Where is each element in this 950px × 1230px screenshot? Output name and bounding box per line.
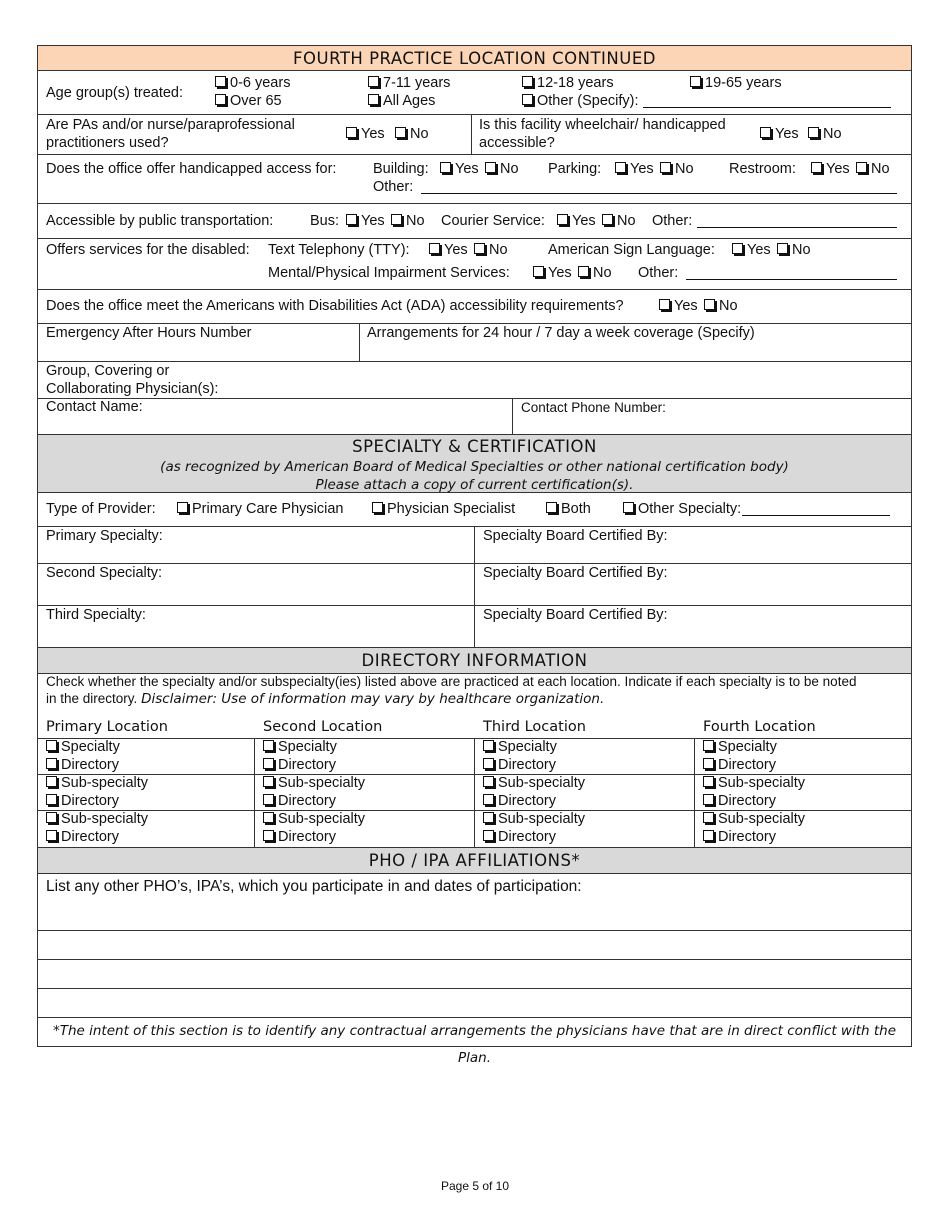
courier-label: Courier Service:: [441, 213, 545, 229]
application-form: [37, 45, 912, 1066]
age-0-6-checkbox[interactable]: 0-6 years: [215, 75, 290, 91]
section-header-directory: [37, 648, 912, 674]
primary-specialty-row: [37, 527, 912, 564]
public-transport-row: [37, 204, 912, 239]
specialty-attach-note: Please attach a copy of current certification(s).: [315, 477, 634, 493]
fourth-subspecialty-checkbox[interactable]: Sub-specialty: [703, 775, 805, 791]
pho-entry-line[interactable]: [37, 960, 912, 989]
third-sub-directory-checkbox[interactable]: Directory: [483, 793, 556, 809]
wheelchair-no-checkbox[interactable]: No: [808, 126, 842, 142]
section-title: FOURTH PRACTICE LOCATION CONTINUED: [293, 49, 656, 68]
building-yes-checkbox[interactable]: Yes: [440, 161, 479, 177]
primary-specialty-checkbox[interactable]: Specialty: [46, 739, 120, 755]
section-title: DIRECTORY INFORMATION: [361, 651, 588, 670]
second-specialty-label[interactable]: Second Specialty:: [46, 565, 163, 581]
courier-yes-checkbox[interactable]: Yes: [557, 213, 596, 229]
disabled-other-label: Other:: [638, 265, 679, 281]
bus-label: Bus:: [310, 213, 340, 229]
third-board-label[interactable]: Specialty Board Certified By:: [483, 607, 668, 623]
age-other-field[interactable]: [643, 93, 891, 108]
second-sub2-directory-checkbox[interactable]: Directory: [263, 829, 336, 845]
primary-subspecialty-checkbox[interactable]: Sub-specialty: [46, 775, 148, 791]
primary-sub2-directory-checkbox[interactable]: Directory: [46, 829, 119, 845]
pa-no-checkbox[interactable]: No: [395, 126, 429, 142]
third-subspecialty-checkbox[interactable]: Sub-specialty: [483, 775, 585, 791]
age-12-18-checkbox[interactable]: 12-18 years: [522, 75, 614, 91]
divider: [254, 738, 255, 847]
age-group-label: Age group(s) treated:: [46, 85, 184, 101]
restroom-label: Restroom:: [729, 161, 796, 177]
age-other-checkbox[interactable]: Other (Specify):: [522, 93, 891, 109]
emergency-number-label[interactable]: Emergency After Hours Number: [46, 325, 252, 341]
divider: [512, 398, 513, 434]
age-group-row: [37, 71, 912, 115]
primary-subspecialty2-checkbox[interactable]: Sub-specialty: [46, 811, 148, 827]
fourth-subspecialty2-checkbox[interactable]: Sub-specialty: [703, 811, 805, 827]
transport-other-label: Other:: [652, 213, 693, 229]
restroom-no-checkbox[interactable]: No: [856, 161, 890, 177]
parking-label: Parking:: [548, 161, 602, 177]
third-sub2-directory-checkbox[interactable]: Directory: [483, 829, 556, 845]
divider: [694, 738, 695, 847]
divider: [474, 564, 475, 605]
directory-table: [37, 674, 912, 848]
asl-yes-checkbox[interactable]: Yes: [732, 242, 771, 258]
asl-label: American Sign Language:: [548, 242, 715, 258]
both-checkbox[interactable]: Both: [546, 501, 591, 517]
age-all-ages-checkbox[interactable]: All Ages: [368, 93, 435, 109]
pa-question-line1: Are PAs and/or nurse/paraprofessional: [46, 117, 295, 133]
restroom-yes-checkbox[interactable]: Yes: [811, 161, 850, 177]
wheelchair-question-line2: accessible?: [479, 135, 555, 151]
second-subspecialty-checkbox[interactable]: Sub-specialty: [263, 775, 365, 791]
provider-type-label: Type of Provider:: [46, 501, 156, 517]
second-sub-directory-checkbox[interactable]: Directory: [263, 793, 336, 809]
third-subspecialty2-checkbox[interactable]: Sub-specialty: [483, 811, 585, 827]
pho-list-row[interactable]: [37, 874, 912, 931]
age-19-65-checkbox[interactable]: 19-65 years: [690, 75, 782, 91]
divider: [474, 606, 475, 647]
disabled-services-label: Offers services for the disabled:: [46, 242, 250, 258]
section-title: PHO / IPA AFFILIATIONS*: [368, 851, 581, 870]
pho-footnote: *The intent of this section is to identify any contractual arrangements the physicians have that are in direct conflict with the Plan.: [52, 1023, 897, 1066]
contact-name-label[interactable]: Contact Name:: [46, 399, 143, 415]
access-other-label: Other:: [373, 179, 414, 195]
impairment-label: Mental/Physical Impairment Services:: [268, 265, 510, 281]
wheelchair-yes-checkbox[interactable]: Yes: [760, 126, 799, 142]
impairment-no-checkbox[interactable]: No: [578, 265, 612, 281]
directory-intro-line1: Check whether the specialty and/or subspecialty(ies) listed above are practiced at each location. Indicate if each specialty is to be noted: [46, 674, 857, 689]
provider-type-row: [37, 493, 912, 527]
transport-other-field[interactable]: [697, 213, 897, 228]
col-fourth-location: Fourth Location: [703, 719, 816, 735]
col-third-location: Third Location: [483, 719, 586, 735]
contact-phone-label[interactable]: Contact Phone Number:: [521, 400, 666, 415]
group-physicians-label-line2[interactable]: Collaborating Physician(s):: [46, 381, 219, 397]
parking-no-checkbox[interactable]: No: [660, 161, 694, 177]
bus-yes-checkbox[interactable]: Yes: [346, 213, 385, 229]
pho-entry-line[interactable]: [37, 931, 912, 960]
wheelchair-question-line1: Is this facility wheelchair/ handicapped: [479, 117, 726, 133]
emergency-row: [37, 324, 912, 362]
pa-question-line2: practitioners used?: [46, 135, 169, 151]
primary-directory-checkbox[interactable]: Directory: [46, 757, 119, 773]
directory-intro-line2: in the directory. Disclaimer: Use of information may vary by healthcare organization.: [46, 691, 605, 707]
tty-no-checkbox[interactable]: No: [474, 242, 508, 258]
bus-no-checkbox[interactable]: No: [391, 213, 425, 229]
fourth-specialty-checkbox[interactable]: Specialty: [703, 739, 777, 755]
group-physicians-label-line1: Group, Covering or: [46, 363, 170, 379]
ada-no-checkbox[interactable]: No: [704, 298, 738, 314]
pho-footnote-row: [37, 1018, 912, 1066]
tty-label: Text Telephony (TTY):: [268, 242, 410, 258]
handicapped-access-row: [37, 155, 912, 204]
public-transport-label: Accessible by public transportation:: [46, 213, 274, 229]
asl-no-checkbox[interactable]: No: [777, 242, 811, 258]
third-specialty-label[interactable]: Third Specialty:: [46, 607, 146, 623]
pho-prompt: List any other PHO’s, IPA’s, which you participate in and dates of participation:: [46, 878, 582, 895]
other-specialty-field[interactable]: [742, 501, 890, 516]
disabled-services-row: [37, 239, 912, 290]
access-other-field[interactable]: [421, 179, 897, 194]
section-header-fourth-location: [37, 45, 912, 71]
courier-no-checkbox[interactable]: No: [602, 213, 636, 229]
page-number: Page 5 of 10: [440, 1179, 510, 1193]
pho-entry-line[interactable]: [37, 989, 912, 1018]
primary-care-checkbox[interactable]: Primary Care Physician: [177, 501, 344, 517]
third-specialty-checkbox[interactable]: Specialty: [483, 739, 557, 755]
handicapped-access-label: Does the office offer handicapped access for:: [46, 161, 337, 177]
pa-wheelchair-row: [37, 115, 912, 155]
second-specialty-row: [37, 564, 912, 606]
tty-yes-checkbox[interactable]: Yes: [429, 242, 468, 258]
physician-specialist-checkbox[interactable]: Physician Specialist: [372, 501, 515, 517]
ada-question: Does the office meet the Americans with Disabilities Act (ADA) accessibility requirements?: [46, 298, 624, 314]
section-title: SPECIALTY & CERTIFICATION: [352, 437, 597, 456]
col-primary-location: Primary Location: [46, 719, 168, 735]
fourth-directory-checkbox[interactable]: Directory: [703, 757, 776, 773]
second-specialty-checkbox[interactable]: Specialty: [263, 739, 337, 755]
impairment-yes-checkbox[interactable]: Yes: [533, 265, 572, 281]
primary-sub-directory-checkbox[interactable]: Directory: [46, 793, 119, 809]
divider: [474, 738, 475, 847]
second-subspecialty2-checkbox[interactable]: Sub-specialty: [263, 811, 365, 827]
divider: [471, 115, 472, 154]
specialty-subtitle: (as recognized by American Board of Medical Specialties or other national certification body): [160, 459, 789, 475]
disabled-other-field[interactable]: [686, 265, 897, 280]
divider: [38, 398, 911, 399]
col-second-location: Second Location: [263, 719, 383, 735]
second-directory-checkbox[interactable]: Directory: [263, 757, 336, 773]
primary-board-label[interactable]: Specialty Board Certified By:: [483, 528, 668, 544]
coverage-arrangements-label[interactable]: Arrangements for 24 hour / 7 day a week coverage (Specify): [367, 325, 755, 341]
age-7-11-checkbox[interactable]: 7-11 years: [368, 75, 450, 91]
ada-yes-checkbox[interactable]: Yes: [659, 298, 698, 314]
section-header-pho: [37, 848, 912, 874]
third-specialty-row: [37, 606, 912, 648]
section-header-specialty: [37, 435, 912, 493]
ada-row: [37, 290, 912, 324]
pa-yes-checkbox[interactable]: Yes: [346, 126, 385, 142]
divider: [359, 324, 360, 361]
parking-yes-checkbox[interactable]: Yes: [615, 161, 654, 177]
primary-specialty-label[interactable]: Primary Specialty:: [46, 528, 163, 544]
second-board-label[interactable]: Specialty Board Certified By:: [483, 565, 668, 581]
building-no-checkbox[interactable]: No: [485, 161, 519, 177]
building-label: Building:: [373, 161, 429, 177]
directory-disclaimer: Disclaimer: Use of information may vary by healthcare organization.: [141, 691, 605, 707]
third-directory-checkbox[interactable]: Directory: [483, 757, 556, 773]
divider: [474, 527, 475, 563]
group-contact-row: [37, 362, 912, 435]
fourth-sub2-directory-checkbox[interactable]: Directory: [703, 829, 776, 845]
other-specialty-checkbox[interactable]: Other Specialty:: [623, 501, 890, 517]
fourth-sub-directory-checkbox[interactable]: Directory: [703, 793, 776, 809]
age-over-65-checkbox[interactable]: Over 65: [215, 93, 282, 109]
